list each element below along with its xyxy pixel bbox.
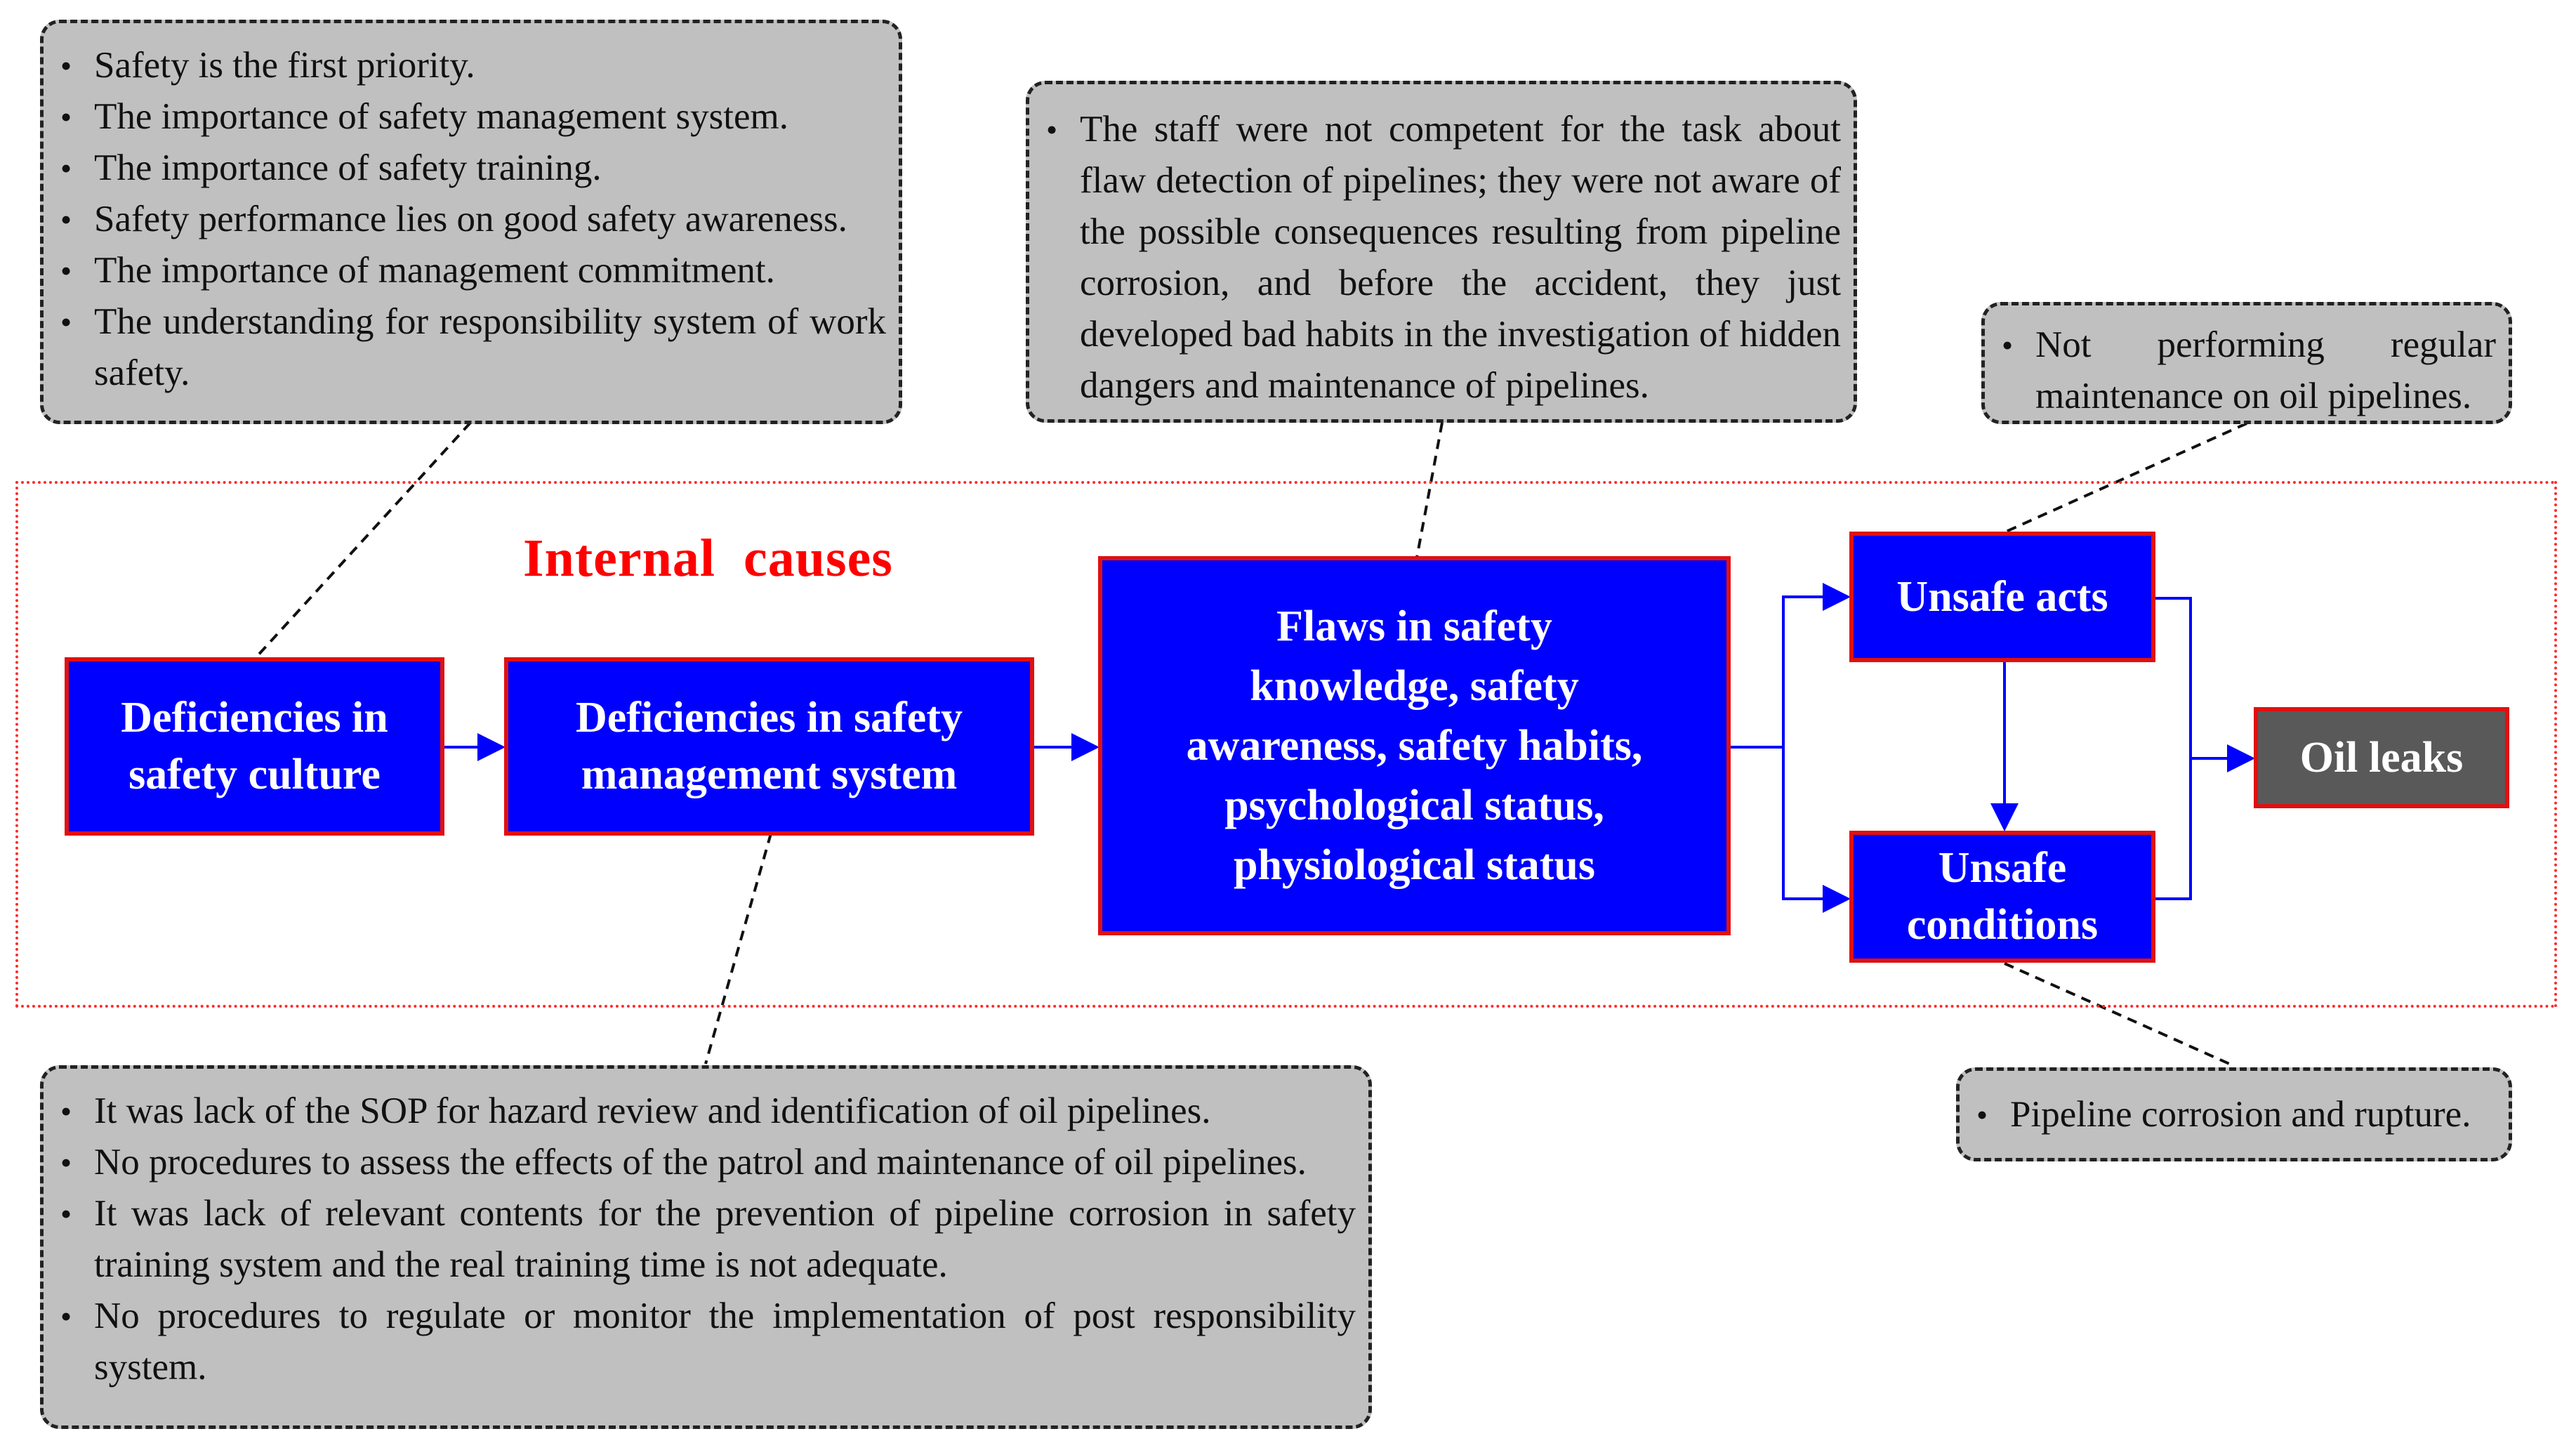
node-deficiencies-management-system bbox=[504, 657, 1034, 836]
node-oil-leaks bbox=[2254, 707, 2509, 808]
node-label: Deficiencies in safety management system bbox=[576, 694, 963, 798]
note-item: • It was lack of the SOP for hazard review and identification of oil pipelines. bbox=[51, 1086, 1356, 1137]
note-item: • No procedures to assess the effects of the patrol and maintenance of oil pipelines. bbox=[51, 1137, 1356, 1188]
node-deficiencies-safety-culture bbox=[65, 657, 444, 836]
node-label: Oil leaks bbox=[2299, 733, 2464, 782]
node-label: Unsafe acts bbox=[1896, 572, 2108, 621]
note-item: • The importance of safety training. bbox=[51, 143, 886, 194]
note-management-system bbox=[40, 1065, 1372, 1429]
note-item: • The importance of safety management system. bbox=[51, 91, 886, 143]
note-item: • Not performing regular maintenance on oil pipelines. bbox=[1992, 320, 2496, 422]
node-unsafe-acts bbox=[1849, 532, 2155, 662]
note-item: • No procedures to regulate or monitor the implementation of post responsibility system. bbox=[51, 1291, 1356, 1393]
note-item: • Pipeline corrosion and rupture. bbox=[1967, 1089, 2496, 1140]
node-unsafe-conditions bbox=[1849, 831, 2155, 963]
note-unsafe-conditions bbox=[1956, 1067, 2512, 1161]
node-flaws bbox=[1098, 556, 1731, 935]
note-item: • Safety performance lies on good safety awareness. bbox=[51, 194, 886, 245]
node-label: Flaws in safety knowledge, safety awareness, safety habits, psychological status, physiological status bbox=[1186, 602, 1643, 889]
note-flaws bbox=[1026, 81, 1857, 423]
node-label: Unsafe conditions bbox=[1906, 844, 2099, 949]
internal-causes-title: Internal causes bbox=[523, 529, 893, 588]
note-item: • The understanding for responsibility system of work safety. bbox=[51, 296, 886, 399]
note-item: • Safety is the first priority. bbox=[51, 40, 886, 91]
node-label: Deficiencies in safety culture bbox=[121, 694, 388, 798]
note-item: • It was lack of relevant contents for the prevention of pipeline corrosion in safety training system and the real training time is not adequate. bbox=[51, 1188, 1356, 1291]
note-safety-culture bbox=[40, 20, 902, 424]
note-item: • The staff were not competent for the task about flaw detection of pipelines; they were not aware of the possible consequences resulting from pipeline corrosion, and before the accident, they just developed bad habits in the investigation of hidden dangers and maintenance of pipelines. bbox=[1036, 104, 1841, 411]
note-unsafe-acts bbox=[1981, 302, 2512, 424]
note-item: • The importance of management commitment. bbox=[51, 245, 886, 296]
